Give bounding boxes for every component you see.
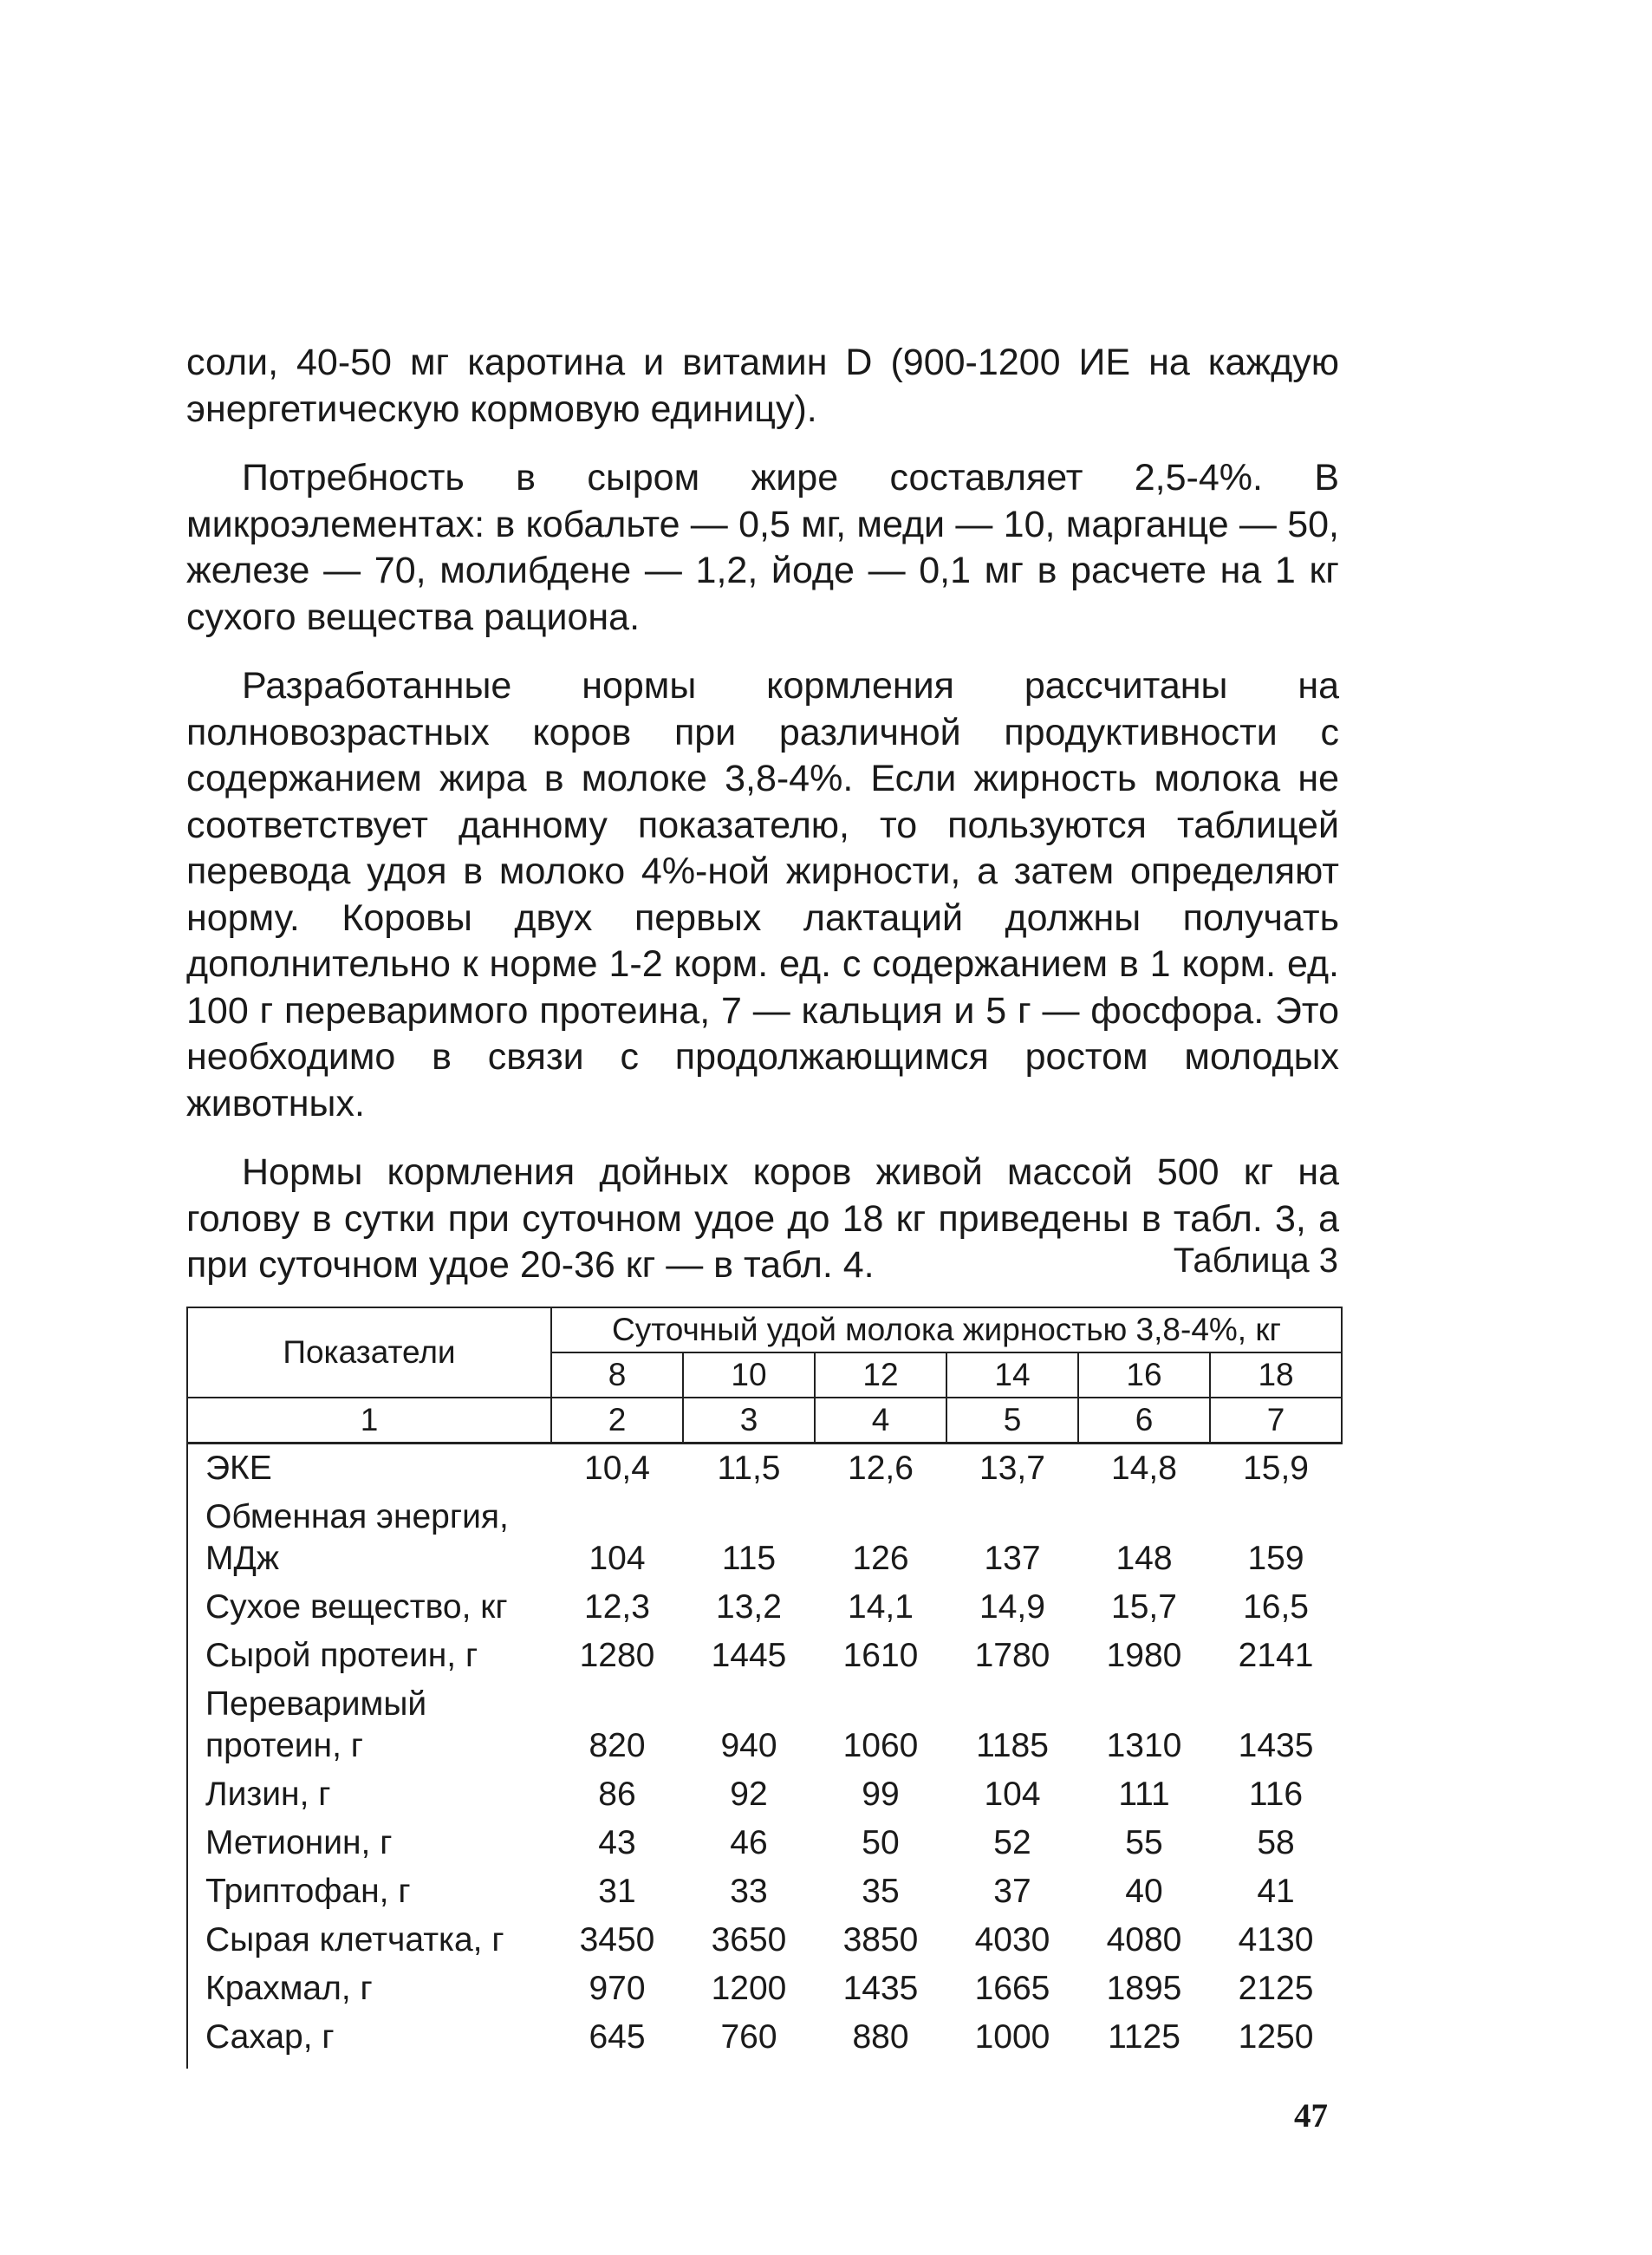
yield-header: 10 bbox=[683, 1352, 815, 1398]
row-value: 126 bbox=[852, 1540, 909, 1577]
row-value: 13,2 bbox=[716, 1588, 782, 1626]
row-label: Сухое вещество, кг bbox=[187, 1583, 551, 1632]
table-row bbox=[187, 1583, 1342, 1632]
paragraph-4: Нормы кормления дойных коров живой массой 500 кг на голову в сутки при суточном удое до 18 кг приведены в табл. 3, а при суточном удое 20-36 кг — в табл. 4. bbox=[186, 1151, 1339, 1286]
row-value: 14,1 bbox=[848, 1588, 914, 1626]
row-value: 86 bbox=[598, 1776, 636, 1813]
row-value: 1435 bbox=[842, 1970, 919, 2007]
yield-header: 18 bbox=[1210, 1352, 1342, 1398]
row-value: 159 bbox=[1247, 1540, 1304, 1577]
row-value: 115 bbox=[721, 1540, 777, 1577]
table-row bbox=[187, 1680, 1342, 1770]
row-value: 3450 bbox=[579, 1921, 655, 1958]
row-value: 14,8 bbox=[1111, 1450, 1177, 1487]
column-number: 4 bbox=[815, 1398, 946, 1444]
table-row bbox=[187, 1770, 1342, 1819]
row-value: 1125 bbox=[1108, 2018, 1180, 2056]
table-row bbox=[187, 1444, 1342, 1494]
row-value: 104 bbox=[984, 1776, 1041, 1813]
row-value: 137 bbox=[984, 1540, 1041, 1577]
header-row-1 bbox=[187, 1307, 1342, 1352]
row-value: 820 bbox=[589, 1727, 646, 1764]
row-value: 3850 bbox=[842, 1921, 919, 1958]
paragraph-3: Разработанные нормы кормления рассчитаны на полновозрастных коров при различной продуктивности с содержанием жира в молоке 3,8-4%. Если жирность молока не соответствует данному показателю, то пользуются таблицей перевода удоя в молоко 4%-ной жирности, а затем определяют норму. Коровы двух первых лактаций должны получать дополнительно к норме 1-2 корм. ед. с содержанием в 1 корм. ед. 100 г переваримого протеина, 7 — кальция и 5 г — фосфора. Это необходимо в связи с продолжающимся ростом молодых животных. bbox=[186, 665, 1339, 1124]
row-value: 116 bbox=[1248, 1776, 1304, 1813]
row-value: 37 bbox=[993, 1873, 1031, 1910]
row-value: 1665 bbox=[974, 1970, 1050, 2007]
row-value: 15,9 bbox=[1243, 1450, 1309, 1487]
yield-header: 14 bbox=[946, 1352, 1078, 1398]
header-row-column-numbers bbox=[187, 1398, 1342, 1444]
row-label: Сахар, г bbox=[187, 2013, 551, 2069]
table-row bbox=[187, 2013, 1342, 2069]
table-body bbox=[187, 1444, 1342, 2069]
feeding-norms-table bbox=[186, 1307, 1343, 2069]
row-value: 1060 bbox=[842, 1727, 919, 1764]
row-value: 11,5 bbox=[717, 1450, 781, 1487]
row-value: 40 bbox=[1125, 1873, 1163, 1910]
row-value: 1435 bbox=[1238, 1727, 1314, 1764]
row-value: 1200 bbox=[711, 1970, 787, 2007]
row-label: Обменная энергия, МДж bbox=[187, 1493, 551, 1583]
row-value: 4030 bbox=[974, 1921, 1050, 1958]
column-number: 6 bbox=[1078, 1398, 1210, 1444]
table-row bbox=[187, 1819, 1342, 1867]
row-value: 2141 bbox=[1238, 1637, 1314, 1674]
row-value: 99 bbox=[862, 1776, 900, 1813]
yield-header: 16 bbox=[1078, 1352, 1210, 1398]
table-caption: Таблица 3 bbox=[1173, 1242, 1338, 1280]
header-daily-yield: Суточный удой молока жирностью 3,8-4%, кг bbox=[551, 1307, 1342, 1352]
row-value: 1280 bbox=[579, 1637, 655, 1674]
paragraph-1: соли, 40-50 мг каротина и витамин D (900-1200 ИЕ на каждую энергетическую кормовую единицу). bbox=[186, 342, 1339, 430]
row-value: 970 bbox=[589, 1970, 646, 2007]
row-value: 50 bbox=[862, 1824, 900, 1861]
row-value: 1980 bbox=[1106, 1637, 1182, 1674]
row-value: 760 bbox=[720, 2018, 777, 2056]
row-label: Лизин, г bbox=[187, 1770, 551, 1819]
row-value: 645 bbox=[589, 2018, 646, 2056]
row-value: 1250 bbox=[1238, 2018, 1314, 2056]
row-label: Триптофан, г bbox=[187, 1867, 551, 1916]
table-row bbox=[187, 1867, 1342, 1916]
row-value: 1000 bbox=[974, 2018, 1050, 2056]
header-indicators: Показатели bbox=[187, 1307, 551, 1398]
row-value: 2125 bbox=[1238, 1970, 1314, 2007]
row-value: 1310 bbox=[1106, 1727, 1182, 1764]
row-value: 1610 bbox=[842, 1637, 919, 1674]
row-value: 35 bbox=[862, 1873, 900, 1910]
row-value: 1895 bbox=[1106, 1970, 1182, 2007]
row-value: 52 bbox=[993, 1824, 1031, 1861]
column-number: 1 bbox=[187, 1398, 551, 1444]
page-number: 47 bbox=[1294, 2097, 1328, 2134]
row-label: Сырая клетчатка, г bbox=[187, 1916, 551, 1965]
row-value: 41 bbox=[1257, 1873, 1295, 1910]
column-number: 2 bbox=[551, 1398, 683, 1444]
row-value: 92 bbox=[730, 1776, 768, 1813]
row-value: 55 bbox=[1125, 1824, 1163, 1861]
row-value: 13,7 bbox=[979, 1450, 1045, 1487]
row-value: 16,5 bbox=[1243, 1588, 1309, 1626]
row-value: 15,7 bbox=[1111, 1588, 1177, 1626]
row-value: 33 bbox=[730, 1873, 768, 1910]
body-text bbox=[186, 340, 1339, 1312]
row-value: 12,6 bbox=[848, 1450, 914, 1487]
row-value: 4080 bbox=[1106, 1921, 1182, 1958]
row-label: ЭКЕ bbox=[187, 1444, 551, 1494]
row-value: 104 bbox=[589, 1540, 646, 1577]
row-value: 43 bbox=[598, 1824, 636, 1861]
row-value: 4130 bbox=[1238, 1921, 1314, 1958]
column-number: 7 bbox=[1210, 1398, 1342, 1444]
row-label: Переваримый протеин, г bbox=[187, 1680, 551, 1770]
row-value: 46 bbox=[730, 1824, 768, 1861]
row-value: 940 bbox=[720, 1727, 777, 1764]
row-label: Метионин, г bbox=[187, 1819, 551, 1867]
row-value: 10,4 bbox=[584, 1450, 650, 1487]
row-label: Крахмал, г bbox=[187, 1965, 551, 2013]
row-value: 3650 bbox=[711, 1921, 787, 1958]
row-value: 58 bbox=[1257, 1824, 1295, 1861]
table-row bbox=[187, 1632, 1342, 1680]
column-number: 5 bbox=[946, 1398, 1078, 1444]
row-value: 1445 bbox=[711, 1637, 787, 1674]
row-value: 14,9 bbox=[979, 1588, 1045, 1626]
row-value: 880 bbox=[852, 2018, 909, 2056]
yield-header: 12 bbox=[815, 1352, 946, 1398]
row-label: Сырой протеин, г bbox=[187, 1632, 551, 1680]
row-value: 1780 bbox=[974, 1637, 1050, 1674]
row-value: 111 bbox=[1118, 1776, 1170, 1813]
row-value: 148 bbox=[1115, 1540, 1173, 1577]
column-number: 3 bbox=[683, 1398, 815, 1444]
row-value: 1185 bbox=[976, 1727, 1049, 1764]
table-row bbox=[187, 1493, 1342, 1583]
table-row bbox=[187, 1916, 1342, 1965]
row-value: 31 bbox=[598, 1873, 636, 1910]
table-row bbox=[187, 1965, 1342, 2013]
paragraph-2: Потребность в сыром жире составляет 2,5-4%. В микроэлементах: в кобальте — 0,5 мг, меди — 10, марганце — 50, железе — 70, молибдене — 1,2, йоде — 0,1 мг в расчете на 1 кг сухого вещества рациона. bbox=[186, 457, 1339, 638]
row-value: 12,3 bbox=[584, 1588, 650, 1626]
yield-header: 8 bbox=[551, 1352, 683, 1398]
